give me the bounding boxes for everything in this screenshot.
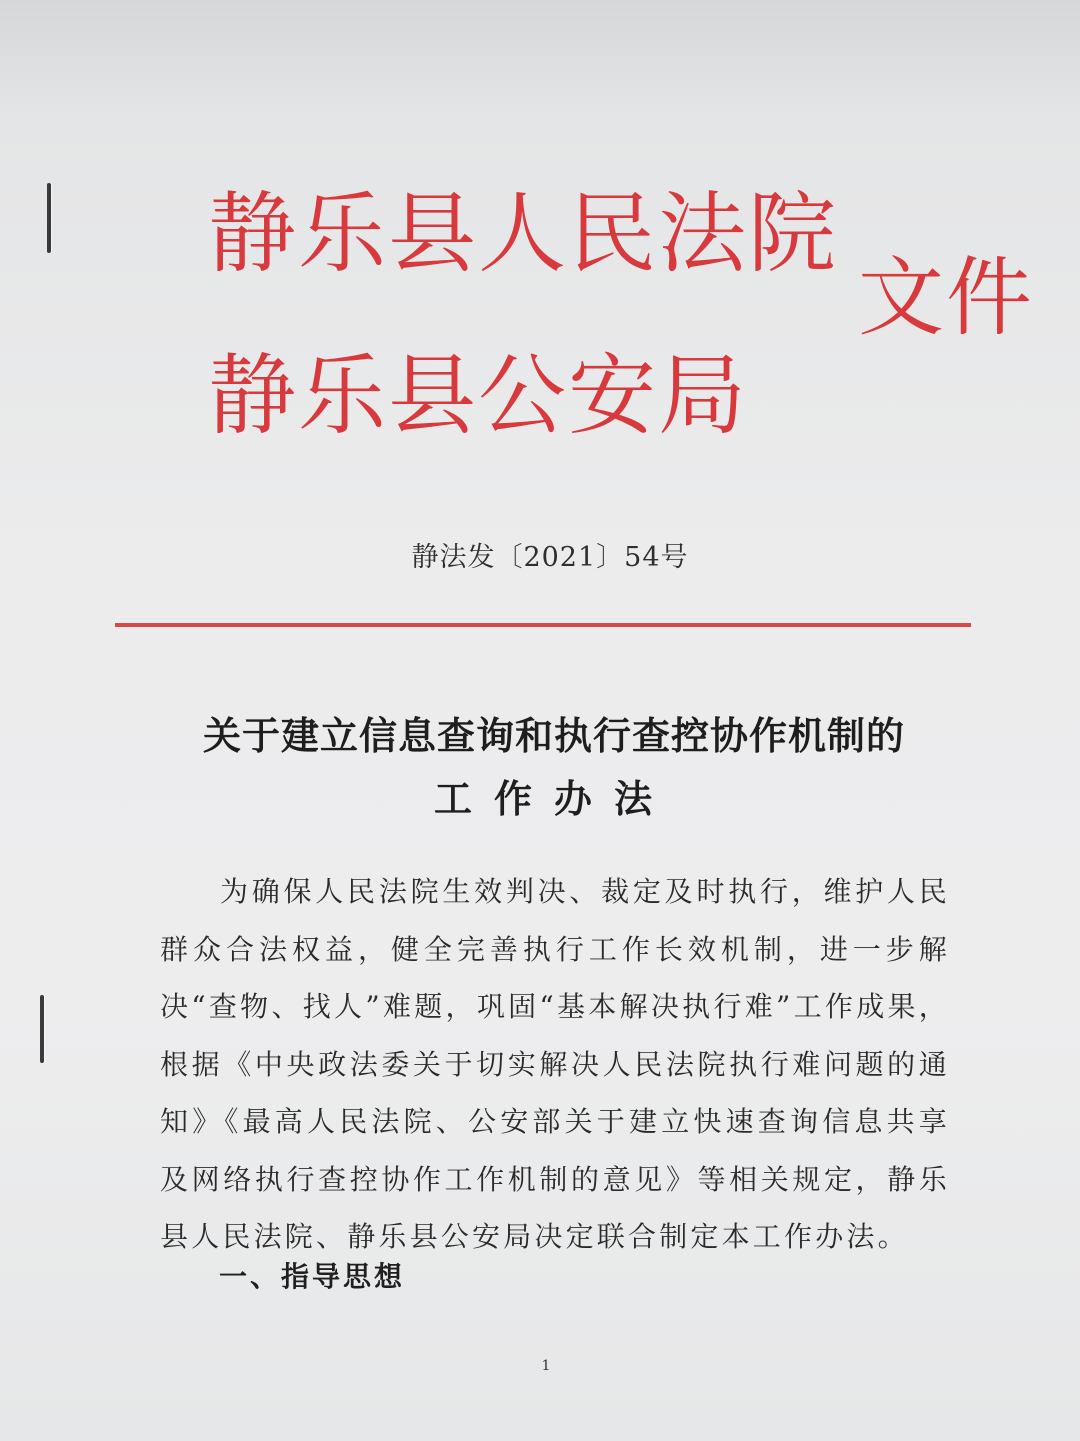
red-divider — [115, 623, 971, 627]
staple-bottom — [40, 995, 44, 1063]
document-type-suffix: 文件 — [858, 248, 1034, 348]
section-heading: 一、指导思想 — [219, 1260, 406, 1293]
issuer-police: 静乐县公安局 — [208, 344, 749, 447]
document-number: 静法发〔2021〕54号 — [411, 542, 689, 573]
document-title-line2: 工作办法 — [433, 777, 674, 821]
staple-top — [47, 183, 51, 253]
issuer-court: 静乐县人民法院 — [208, 182, 839, 285]
document-title-line1: 关于建立信息查询和执行查控协作机制的 — [202, 714, 905, 758]
body-paragraph: 为确保人民法院生效判决、裁定及时执行，维护人民群众合法权益，健全完善执行工作长效机制，进一步解决“查物、找人”难题，巩固“基本解决执行难”工作成果，根据《中央政法委关于切实解决人民法院执行难问题的通知》《最高人民法院、公安部关于建立快速查询信息共享及网络执行查控协作工作机制的意见》等相关规定，静乐县人民法院、静乐县公安局决定联合制定本工作办法。 — [160, 875, 950, 1253]
page-number: 1 — [541, 1358, 551, 1374]
